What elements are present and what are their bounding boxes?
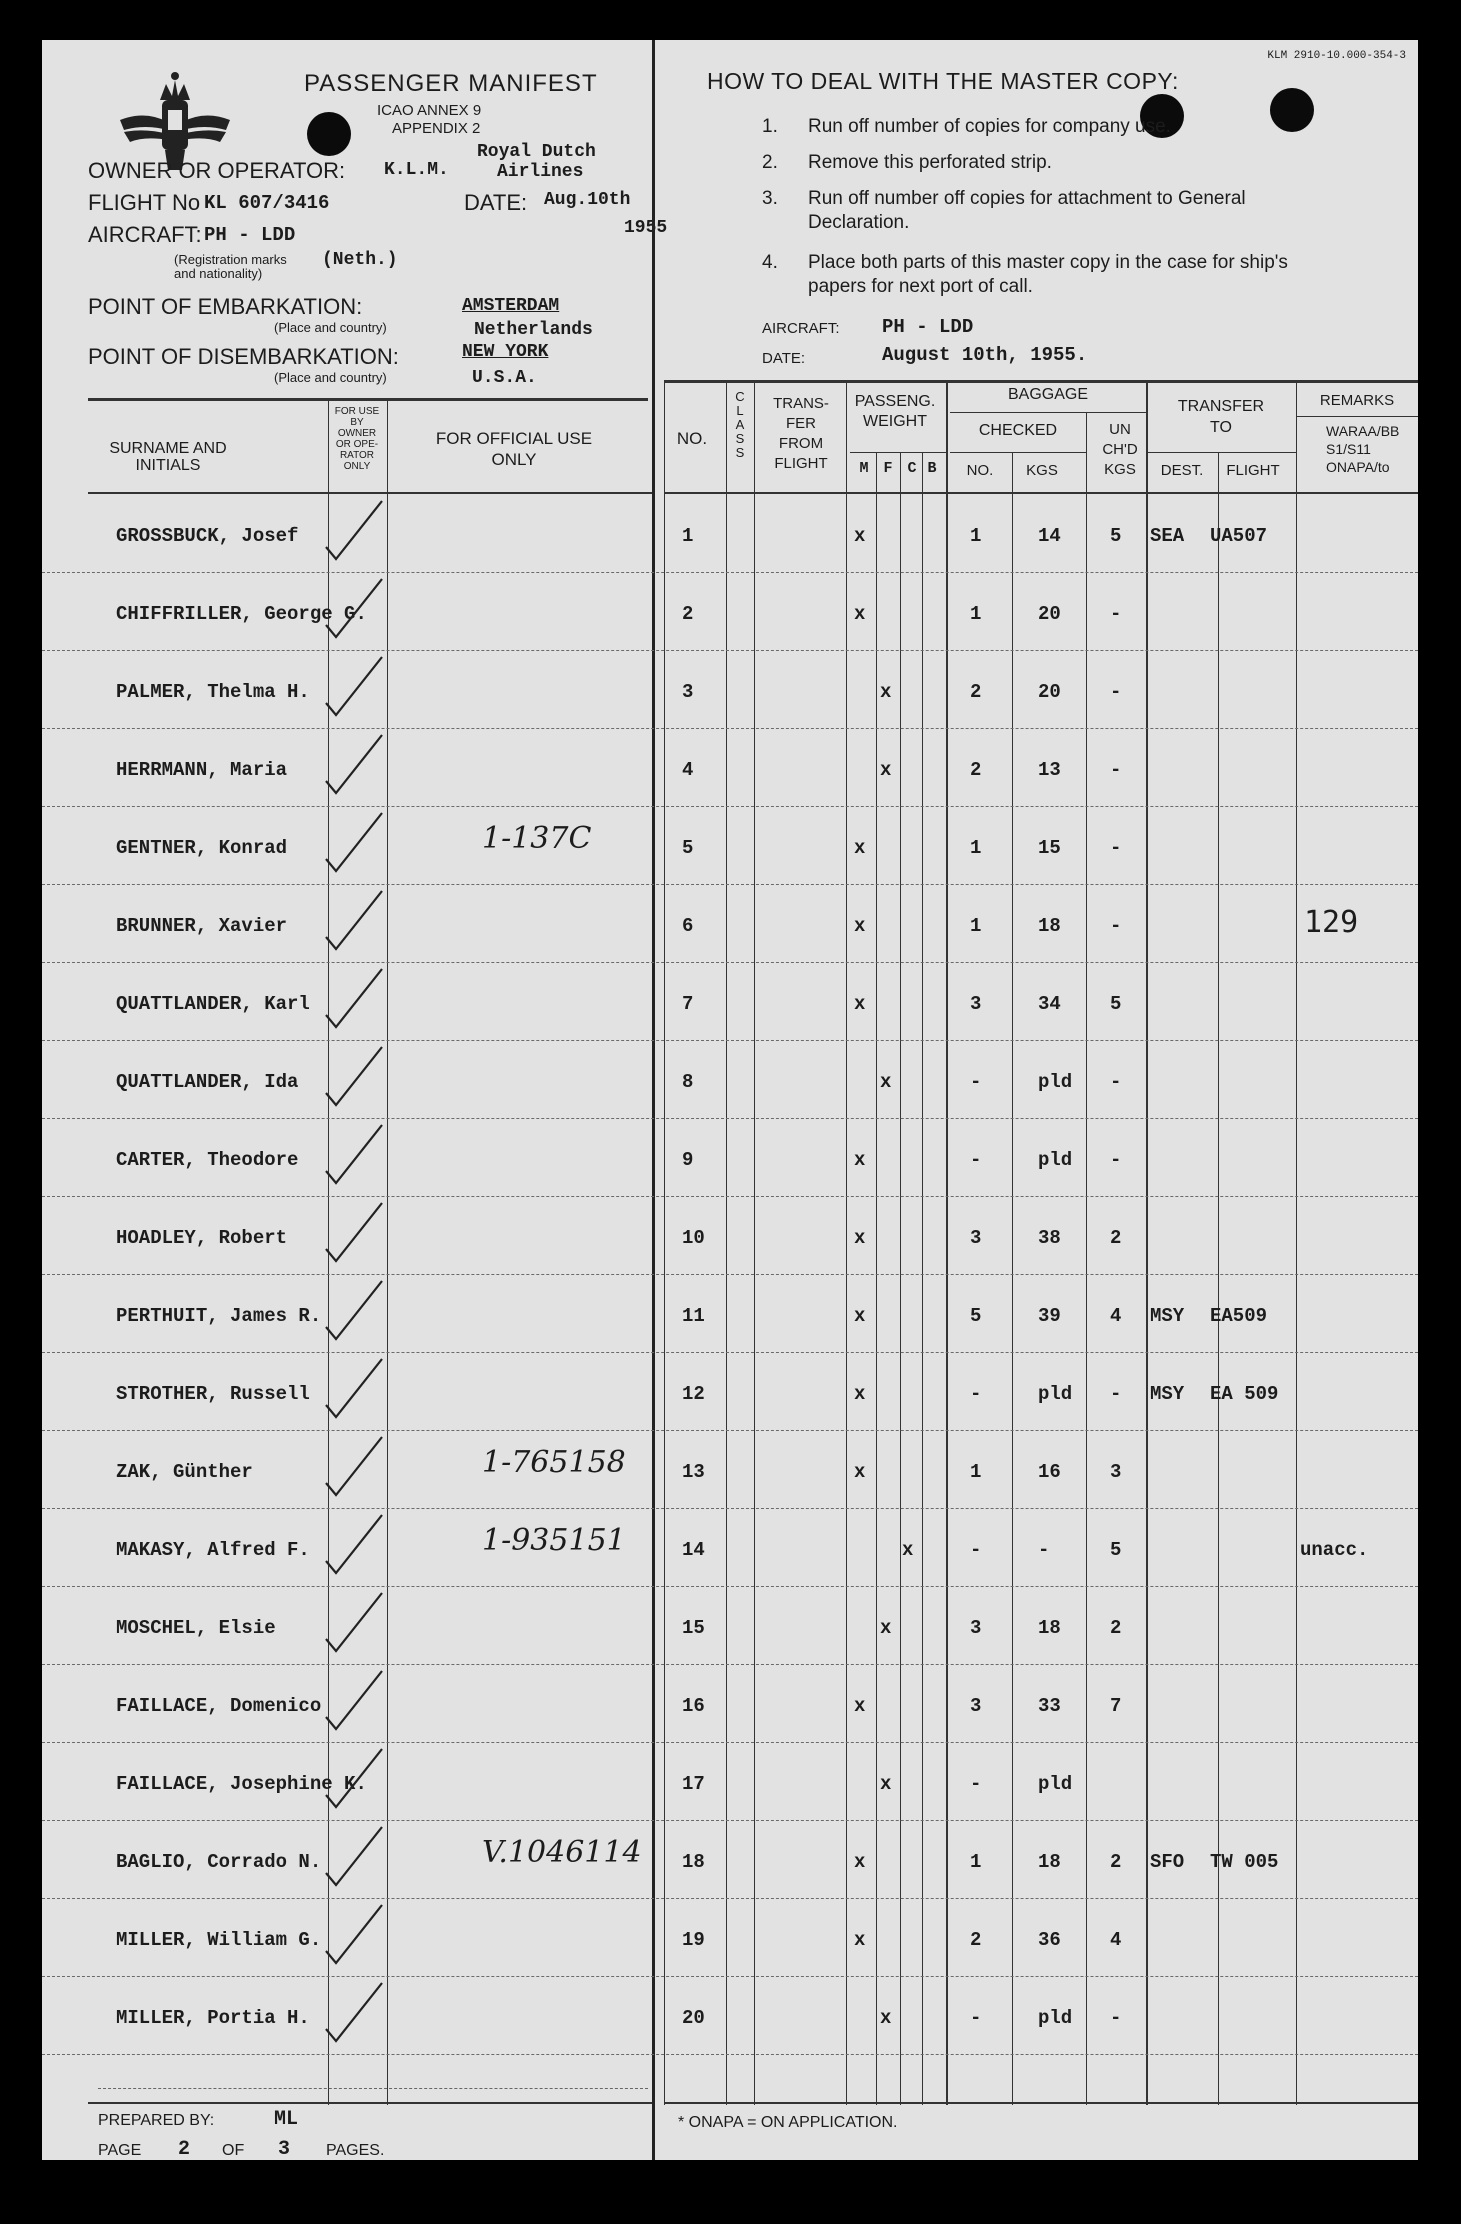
embarkation-country: Netherlands	[474, 320, 593, 340]
checked-number: 3	[970, 1695, 982, 1717]
unchecked-kgs: 5	[1110, 525, 1122, 547]
transfer-dest: MSY	[1150, 1383, 1185, 1405]
checked-number: 2	[970, 1929, 982, 1951]
passenger-name: FAILLACE, Domenico	[116, 1695, 322, 1717]
footer-dash-rule	[98, 2088, 648, 2089]
checked-number: 2	[970, 681, 982, 703]
unchecked-kgs: -	[1110, 1149, 1122, 1171]
col-header-class: C L A S S	[735, 389, 745, 460]
punch-hole	[307, 112, 351, 156]
passenger-name: PALMER, Thelma H.	[116, 681, 310, 703]
passenger-number: 6	[682, 915, 694, 937]
passenger-name: CARTER, Theodore	[116, 1149, 299, 1171]
check-mark-icon	[322, 883, 402, 963]
embarkation-note: (Place and country)	[274, 320, 387, 335]
checked-kgs: pld	[1038, 1773, 1073, 1795]
col-header-flight: FLIGHT	[1226, 462, 1280, 479]
check-mark-icon	[322, 727, 402, 807]
disembarkation-value: NEW YORK	[462, 342, 549, 362]
transfer-flight: EA509	[1210, 1305, 1268, 1327]
unchecked-kgs: 7	[1110, 1695, 1122, 1717]
unchecked-kgs: -	[1110, 759, 1122, 781]
official-use-entry: 1-935151	[482, 1523, 626, 1558]
passenger-number: 2	[682, 603, 694, 625]
weight-mark: x	[854, 525, 866, 547]
checked-number: 3	[970, 1617, 982, 1639]
header-rule-left	[88, 398, 648, 401]
weight-mark: x	[880, 681, 892, 703]
instructions-title: HOW TO DEAL WITH THE MASTER COPY:	[707, 68, 1179, 94]
aircraft-value-right: PH - LDD	[882, 316, 974, 338]
unchecked-kgs: -	[1110, 1383, 1122, 1405]
passenger-row	[42, 1197, 1418, 1275]
check-mark-icon	[322, 1039, 402, 1119]
embarkation-value: AMSTERDAM	[462, 296, 560, 316]
passenger-name: STROTHER, Russell	[116, 1383, 310, 1405]
checked-kgs: 33	[1038, 1695, 1061, 1717]
transfer-dest: MSY	[1150, 1305, 1185, 1327]
date-year: 1955	[624, 218, 668, 238]
flight-label: FLIGHT No	[88, 190, 201, 215]
checked-number: 1	[970, 1851, 982, 1873]
date-value-right: August 10th, 1955.	[882, 344, 1088, 366]
unchecked-kgs: 5	[1110, 993, 1122, 1015]
passenger-number: 11	[682, 1305, 705, 1327]
row-rule	[42, 2054, 1418, 2055]
passenger-name: HOADLEY, Robert	[116, 1227, 288, 1249]
checked-kgs: 15	[1038, 837, 1061, 859]
date-value: Aug.10th	[544, 190, 631, 210]
date-label-right: DATE:	[762, 350, 806, 367]
passenger-number: 15	[682, 1617, 705, 1639]
passenger-number: 16	[682, 1695, 705, 1717]
unchecked-kgs: -	[1110, 1071, 1122, 1093]
passenger-name: GENTNER, Konrad	[116, 837, 288, 859]
col-header-unchecked: UN CH'D KGS	[1102, 421, 1138, 478]
passenger-number: 14	[682, 1539, 705, 1561]
weight-mark: x	[854, 1227, 866, 1249]
col-header-weight-m: M	[859, 460, 869, 477]
registration-note: (Registration marks	[174, 252, 287, 267]
check-mark-icon	[322, 1897, 402, 1977]
passenger-name: MILLER, William G.	[116, 1929, 322, 1951]
check-mark-icon	[322, 571, 402, 651]
footer-rule-right	[664, 2102, 1418, 2104]
owner-value-line3: Airlines	[497, 162, 584, 182]
checked-kgs: 39	[1038, 1305, 1061, 1327]
registration-note-2: and nationality)	[174, 266, 263, 281]
passenger-name: CHIFFRILLER, George G.	[116, 603, 367, 625]
weight-mark: x	[880, 1773, 892, 1795]
passenger-row	[42, 1119, 1418, 1197]
col-header-transfer-from: TRANS- FER FROM FLIGHT	[773, 395, 829, 472]
unchecked-kgs: 2	[1110, 1617, 1122, 1639]
header-rule-right	[664, 380, 1418, 383]
aircraft-value: PH - LDD	[204, 224, 296, 246]
col-header-baggage: BAGGAGE	[1007, 386, 1089, 403]
checked-rule	[950, 452, 1086, 453]
page-value: 2	[178, 2138, 191, 2160]
checked-number: 1	[970, 603, 982, 625]
punch-hole	[1270, 88, 1314, 132]
passenger-row	[42, 1431, 1418, 1509]
checked-kgs: 38	[1038, 1227, 1061, 1249]
manifest-title: PASSENGER MANIFEST	[304, 70, 598, 97]
passenger-name: ZAK, Günther	[116, 1461, 253, 1483]
checked-kgs: pld	[1038, 1149, 1073, 1171]
col-header-weight-c: C	[907, 460, 917, 477]
transfer-flight: UA507	[1210, 525, 1268, 547]
unchecked-kgs: 4	[1110, 1929, 1122, 1951]
passenger-row	[42, 1041, 1418, 1119]
passenger-row	[42, 1899, 1418, 1977]
checked-number: 2	[970, 759, 982, 781]
passenger-number: 12	[682, 1383, 705, 1405]
passenger-number: 4	[682, 759, 694, 781]
unchecked-kgs: 5	[1110, 1539, 1122, 1561]
col-header-checked-no: NO.	[966, 462, 994, 479]
passenger-number: 19	[682, 1929, 705, 1951]
checked-kgs: 20	[1038, 603, 1061, 625]
instruction-3: Run off number off copies for attachment to General	[808, 188, 1246, 209]
unchecked-kgs: 2	[1110, 1227, 1122, 1249]
col-header-weight: PASSENG. WEIGHT	[854, 393, 936, 430]
passenger-number: 3	[682, 681, 694, 703]
unchecked-kgs: 3	[1110, 1461, 1122, 1483]
of-label: OF	[222, 2142, 245, 2159]
instruction-1-num: 1.	[762, 116, 778, 137]
checked-number: 1	[970, 1461, 982, 1483]
weight-mark: x	[854, 1695, 866, 1717]
passenger-number: 9	[682, 1149, 694, 1171]
checked-kgs: -	[1038, 1539, 1050, 1561]
check-mark-icon	[322, 1195, 402, 1275]
passenger-number: 5	[682, 837, 694, 859]
unchecked-kgs: -	[1110, 837, 1122, 859]
checked-kgs: 36	[1038, 1929, 1061, 1951]
weight-mark: x	[854, 603, 866, 625]
passenger-name: BRUNNER, Xavier	[116, 915, 288, 937]
footer-rule-left	[88, 2102, 652, 2104]
weight-mark: x	[854, 1461, 866, 1483]
col-header-owner-use: FOR USE BY OWNER OR OPE- RATOR ONLY	[334, 406, 380, 472]
checked-kgs: 20	[1038, 681, 1061, 703]
instruction-2: Remove this perforated strip.	[808, 152, 1052, 173]
flight-value: KL 607/3416	[204, 192, 330, 214]
unchecked-kgs: -	[1110, 681, 1122, 703]
instruction-4: Place both parts of this master copy in the case for ship's	[808, 252, 1288, 273]
col-header-remarks-sub: WARAA/BB S1/S11 ONAPA/to	[1326, 423, 1400, 475]
embarkation-label: POINT OF EMBARKATION:	[88, 294, 363, 319]
passenger-name: FAILLACE, Josephine K.	[116, 1773, 367, 1795]
check-mark-icon	[322, 1585, 402, 1665]
passenger-number: 1	[682, 525, 694, 547]
transfer-dest: SEA	[1150, 525, 1185, 547]
weight-mark: x	[880, 1071, 892, 1093]
date-label: DATE:	[464, 190, 528, 215]
baggage-rule	[950, 412, 1146, 413]
passenger-name: PERTHUIT, James R.	[116, 1305, 322, 1327]
unchecked-kgs: 4	[1110, 1305, 1122, 1327]
registration-value: (Neth.)	[322, 250, 398, 270]
passenger-name: QUATTLANDER, Ida	[116, 1071, 299, 1093]
weight-mark: x	[854, 1383, 866, 1405]
passenger-number: 7	[682, 993, 694, 1015]
passenger-number: 13	[682, 1461, 705, 1483]
disembarkation-country: U.S.A.	[472, 368, 537, 388]
checked-kgs: pld	[1038, 1071, 1073, 1093]
aircraft-label: AIRCRAFT:	[88, 222, 202, 247]
check-mark-icon	[322, 1819, 402, 1899]
weight-mark: x	[854, 1851, 866, 1873]
passenger-number: 8	[682, 1071, 694, 1093]
checked-kgs: 16	[1038, 1461, 1061, 1483]
weight-rule	[850, 452, 946, 453]
weight-mark: x	[880, 2007, 892, 2029]
checked-number: 5	[970, 1305, 982, 1327]
passenger-name: BAGLIO, Corrado N.	[116, 1851, 322, 1873]
col-header-no: NO.	[676, 429, 708, 448]
col-header-dest: DEST.	[1160, 462, 1204, 479]
pages-label: PAGES.	[326, 2142, 385, 2159]
passenger-name: MILLER, Portia H.	[116, 2007, 310, 2029]
col-header-checked-kgs: KGS	[1026, 462, 1058, 479]
col-header-official-use: FOR OFFICIAL USE ONLY	[435, 429, 593, 469]
check-mark-icon	[322, 1741, 402, 1821]
col-header-transfer-to: TRANSFER TO	[1177, 398, 1265, 436]
official-use-entry: 1-137C	[482, 821, 592, 856]
weight-mark: x	[880, 759, 892, 781]
weight-mark: x	[902, 1539, 914, 1561]
check-mark-icon	[322, 493, 402, 573]
check-mark-icon	[322, 1507, 402, 1587]
checked-kgs: pld	[1038, 1383, 1073, 1405]
table-header-rule-right	[664, 492, 1418, 494]
checked-number: 1	[970, 915, 982, 937]
col-header-checked: CHECKED	[978, 422, 1058, 439]
weight-mark: x	[880, 1617, 892, 1639]
page-label: PAGE	[98, 2142, 142, 2159]
check-mark-icon	[322, 1663, 402, 1743]
unchecked-kgs: -	[1110, 2007, 1122, 2029]
passenger-number: 10	[682, 1227, 705, 1249]
checked-number: 1	[970, 837, 982, 859]
remarks-entry: unacc.	[1300, 1539, 1369, 1561]
check-mark-icon	[322, 1273, 402, 1353]
of-value: 3	[278, 2138, 291, 2160]
transfer-flight: EA 509	[1210, 1383, 1279, 1405]
instruction-4-num: 4.	[762, 252, 778, 273]
checked-kgs: 34	[1038, 993, 1061, 1015]
passenger-row	[42, 1275, 1418, 1353]
instruction-4-cont: papers for next port of call.	[808, 276, 1033, 297]
unchecked-kgs: -	[1110, 915, 1122, 937]
owner-label: OWNER OR OPERATOR:	[88, 158, 346, 183]
passenger-row	[42, 1821, 1418, 1899]
checked-kgs: 14	[1038, 525, 1061, 547]
prepared-by-label: PREPARED BY:	[98, 2112, 215, 2129]
checked-number: -	[970, 2007, 982, 2029]
col-header-weight-b: B	[927, 460, 937, 477]
transfer-to-rule	[1146, 452, 1296, 453]
passenger-row	[42, 1509, 1418, 1587]
weight-mark: x	[854, 915, 866, 937]
col-header-surname: SURNAME AND INITIALS	[109, 440, 227, 474]
passenger-number: 18	[682, 1851, 705, 1873]
check-mark-icon	[322, 1975, 402, 2055]
prepared-by-value: ML	[274, 2108, 299, 2131]
passenger-name: GROSSBUCK, Josef	[116, 525, 299, 547]
col-header-weight-f: F	[883, 460, 893, 477]
passenger-row	[42, 1977, 1418, 2055]
remarks-entry: 129	[1304, 905, 1359, 940]
passenger-table	[42, 495, 1418, 2055]
passenger-name: MAKASY, Alfred F.	[116, 1539, 310, 1561]
unchecked-kgs: -	[1110, 603, 1122, 625]
transfer-dest: SFO	[1150, 1851, 1185, 1873]
passenger-name: MOSCHEL, Elsie	[116, 1617, 276, 1639]
onapa-note: * ONAPA = ON APPLICATION.	[678, 2114, 898, 2131]
check-mark-icon	[322, 1351, 402, 1431]
checked-kgs: 18	[1038, 1617, 1061, 1639]
passenger-row	[42, 807, 1418, 885]
official-use-entry: 1-765158	[482, 1445, 626, 1480]
checked-number: 3	[970, 1227, 982, 1249]
check-mark-icon	[322, 1117, 402, 1197]
check-mark-icon	[322, 649, 402, 729]
passenger-row	[42, 1587, 1418, 1665]
icao-annex: ICAO ANNEX 9	[377, 102, 482, 119]
checked-number: -	[970, 1071, 982, 1093]
remarks-rule	[1296, 416, 1418, 417]
weight-mark: x	[854, 1305, 866, 1327]
owner-value-line2: Royal Dutch	[477, 142, 596, 162]
passenger-row	[42, 1665, 1418, 1743]
unchecked-kgs: 2	[1110, 1851, 1122, 1873]
check-mark-icon	[322, 961, 402, 1041]
form-code: KLM 2910-10.000-354-3	[1267, 50, 1406, 62]
checked-kgs: 13	[1038, 759, 1061, 781]
passenger-row	[42, 1353, 1418, 1431]
aircraft-label-right: AIRCRAFT:	[762, 320, 840, 337]
passenger-name: HERRMANN, Maria	[116, 759, 288, 781]
checked-number: -	[970, 1539, 982, 1561]
disembarkation-note: (Place and country)	[274, 370, 387, 385]
col-header-remarks: REMARKS	[1319, 392, 1395, 409]
checked-number: -	[970, 1383, 982, 1405]
weight-mark: x	[854, 1149, 866, 1171]
weight-mark: x	[854, 837, 866, 859]
disembarkation-label: POINT OF DISEMBARKATION:	[88, 344, 399, 369]
passenger-row	[42, 729, 1418, 807]
instruction-3-num: 3.	[762, 188, 778, 209]
passenger-row	[42, 963, 1418, 1041]
passenger-row	[42, 573, 1418, 651]
passenger-number: 17	[682, 1773, 705, 1795]
checked-kgs: 18	[1038, 1851, 1061, 1873]
checked-number: -	[970, 1773, 982, 1795]
check-mark-icon	[322, 1429, 402, 1509]
passenger-row	[42, 885, 1418, 963]
checked-kgs: pld	[1038, 2007, 1073, 2029]
passenger-number: 20	[682, 2007, 705, 2029]
passenger-row	[42, 1743, 1418, 1821]
passenger-row	[42, 651, 1418, 729]
manifest-sheet	[42, 40, 1418, 2160]
appendix: APPENDIX 2	[392, 120, 481, 137]
official-use-entry: V.1046114	[482, 1835, 642, 1870]
passenger-name: QUATTLANDER, Karl	[116, 993, 310, 1015]
checked-number: -	[970, 1149, 982, 1171]
weight-mark: x	[854, 993, 866, 1015]
weight-mark: x	[854, 1929, 866, 1951]
checked-kgs: 18	[1038, 915, 1061, 937]
instruction-2-num: 2.	[762, 152, 778, 173]
checked-number: 3	[970, 993, 982, 1015]
owner-value: K.L.M.	[384, 160, 449, 180]
check-mark-icon	[322, 805, 402, 885]
instruction-3-cont: Declaration.	[808, 212, 910, 233]
passenger-row	[42, 495, 1418, 573]
instruction-1: Run off number of copies for company use.	[808, 116, 1171, 137]
checked-number: 1	[970, 525, 982, 547]
transfer-flight: TW 005	[1210, 1851, 1279, 1873]
